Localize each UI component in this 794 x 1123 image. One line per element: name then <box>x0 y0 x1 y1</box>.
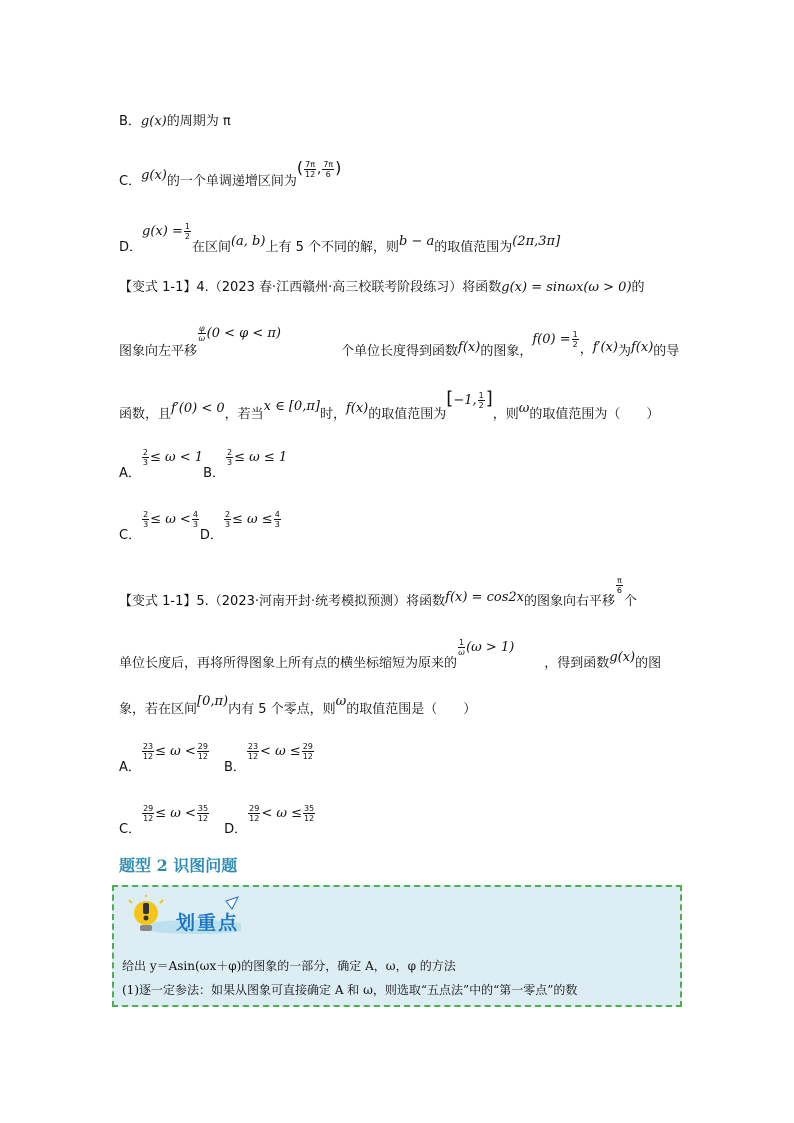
option-d[interactable]: D． $\frac{2}{3}$ ≤ ω ≤ $\frac{4}{3}$ <box>199 510 280 543</box>
option-a[interactable]: A． $\frac{2}{3}$ ≤ ω < 1 <box>119 448 204 481</box>
option-d-line: D．g(x) = $\frac{1}{2}$ 在区间(a, b)上有 5 个不同的解，则b − a的取值范围为(2π,3π] <box>119 222 561 255</box>
option-b[interactable]: B． $\frac{2}{3}$ ≤ ω ≤ 1 <box>203 448 288 481</box>
problem4-line2: 图象向左平移 $\frac{\varphi}{\omega}$ (0 < φ < π)个单位长度得到函数f(x)的图象，f(0) = $\frac{1}{2}$ ，f′(x)为f(x)的导 <box>119 324 680 359</box>
problem5-options-row1 <box>119 740 315 775</box>
problem5-line1: 【变式 1-1】5.（2023·河南开封·统考模拟预测）将函数f(x) = cos2x的图象向右平移 $\frac{\pi}{6}$ 个 <box>119 576 637 609</box>
option-c[interactable]: C． $\frac{2}{3}$ ≤ ω < $\frac{4}{3}$ <box>119 510 198 543</box>
option-d[interactable]: D． $\frac{29}{12}$ < ω ≤ $\frac{35}{12}$ <box>224 804 315 837</box>
keypoint-box <box>112 885 682 1007</box>
keypoint-line1: 给出 y＝Asin(ωx＋φ)的图象的一部分，确定 A，ω，φ 的方法 <box>122 959 456 973</box>
keypoint-badge-label: 划重点 <box>176 912 240 934</box>
keypoint-badge <box>126 895 241 935</box>
problem5-options-row2 <box>119 802 316 837</box>
keypoint-line2: (1)逐一定参法：如果从图象可直接确定 A 和 ω，则选取“五点法”中的“第一零点”的数 <box>122 983 578 997</box>
section-title: 题型 2 识图问题 <box>119 856 238 875</box>
problem4-line3: 函数，且f′(0) < 0，若当x ∈ [0,π]时，f(x)的取值范围为[−1, $\frac{1}{2}$ ]，则ω的取值范围为（ ） <box>119 388 660 422</box>
problem5-line2: 单位长度后，再将所得图象上所有点的横坐标缩短为原来的 $\frac{1}{\omega}$ (ω > 1)，得到函数g(x)的图 <box>119 638 662 671</box>
option-a[interactable]: A． $\frac{23}{12}$ ≤ ω < $\frac{29}{12}$ <box>119 742 208 775</box>
problem4-options-row1 <box>119 446 288 481</box>
option-b-line: B．g(x)的周期为 π <box>119 114 231 129</box>
option-c[interactable]: C． $\frac{29}{12}$ ≤ ω < $\frac{35}{12}$ <box>119 804 209 837</box>
option-c-line: C．g(x)的一个单调递增区间为( $\frac{7\pi}{12}$ , $\frac{7\pi}{6}$ ) <box>119 158 342 189</box>
problem5-line3: 象，若在区间[0,π)内有 5 个零点，则ω的取值范围是（ ） <box>119 694 477 717</box>
problem4-line1: 【变式 1-1】4.（2023 春·江西赣州·高三校联考阶段练习）将函数g(x) = sinωx(ω > 0)的 <box>119 280 645 295</box>
option-b[interactable]: B． $\frac{23}{12}$ < ω ≤ $\frac{29}{12}$ <box>223 742 313 775</box>
problem4-options-row2 <box>119 508 282 543</box>
